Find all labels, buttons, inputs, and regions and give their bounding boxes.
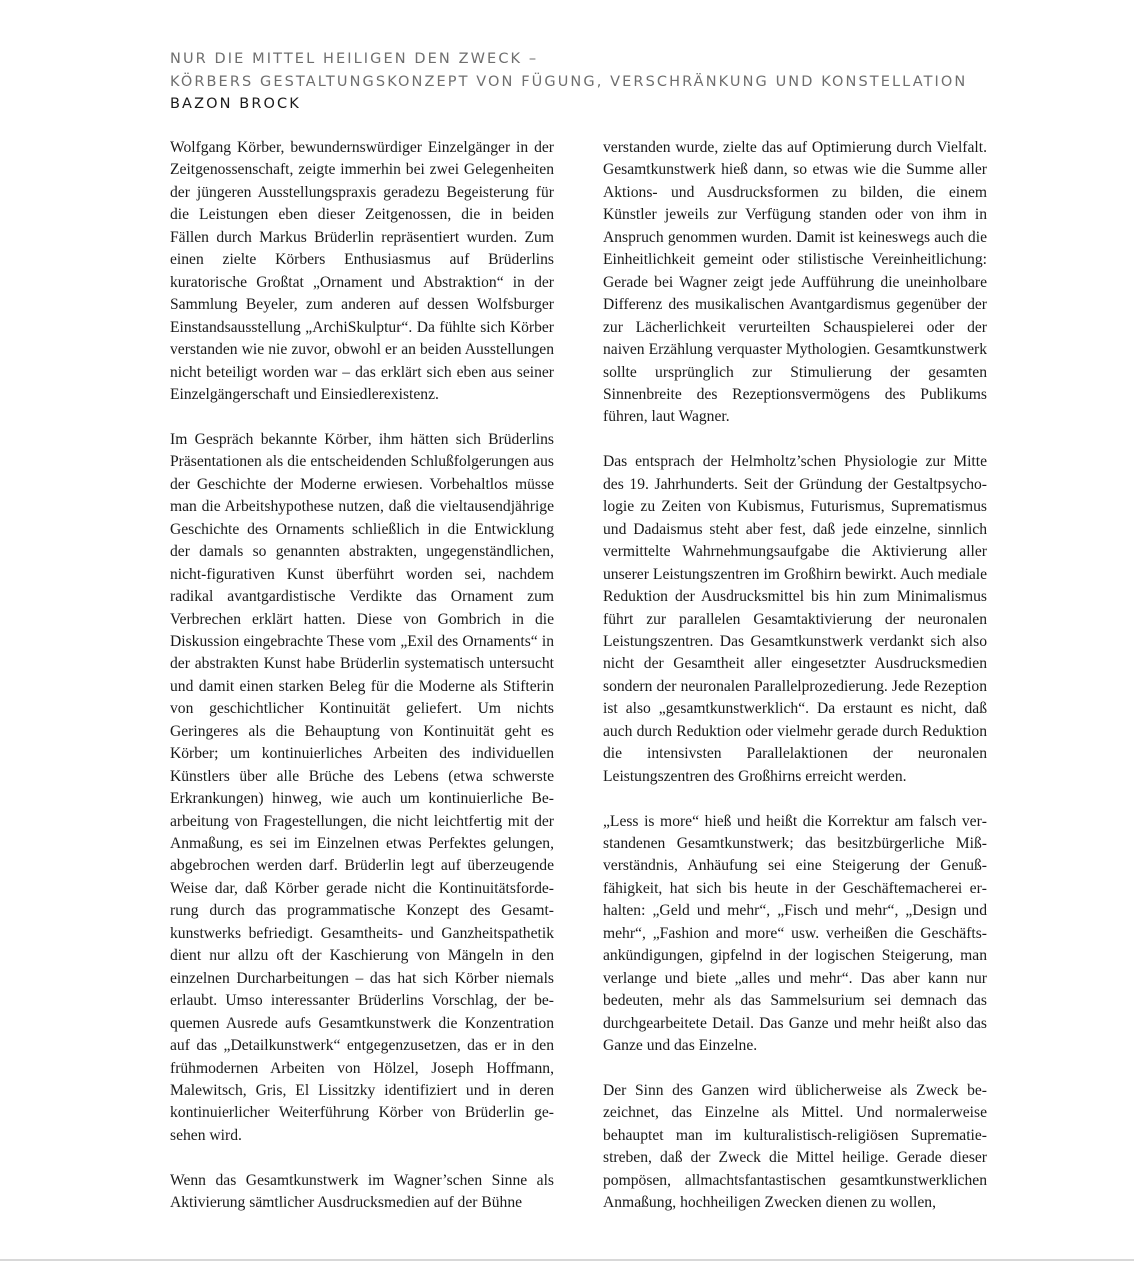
- paragraph: Der Sinn des Ganzen wird üblicherweise als Zweck bezeichnet, das Einzelne als Mittel. Und normalerweise behauptet man im kulturalistisch-religiösen Suprematiestreben, daß der Zweck die Mittel heilige. Gerade dieser pompösen, allmachtsfantastischen gesamtkunstwerklichen Anmaßung, hochheiligen Zwecken dienen zu wollen,: [603, 1081, 987, 1212]
- author-name: BAZON BROCK: [170, 96, 301, 112]
- paragraph: Das entsprach der Helmholtz’schen Physiologie zur Mitte des 19. Jahrhunderts. Seit der Gründung der Gestaltpsychologie zu Zeiten von Kubismus, Futurismus, Suprematismus und Dadaismus steht aber fest, daß jede einzelne, sinnlich vermittelte Wahrnehmungsaufgabe die Aktivierung aller unserer Leistungszentren im Großhirn bewirkt. Auch mediale Reduktion der Ausdrucksmittel bis hin zum Minimalismus führt zur parallelen Gesamtaktivierung der neuronalen Leistungszentren. Das Gesamtkunstwerk verdankt sich also nicht der Gesamtheit aller eingesetzter Ausdrucksmedien sondern der neuronalen Parallelprozedierung. Jede Rezeption ist also „gesamtkunstwerklich“. Da erstaunt es nicht, daß auch durch Reduktion oder vielmehr gerade durch Reduktion die intensivsten Parallelaktionen der neuronalen Leistungszentren des Großhirns erreicht werden.: [603, 453, 987, 785]
- article-header: [170, 48, 1030, 116]
- title-line-1: NUR DIE MITTEL HEILIGEN DEN ZWECK –: [170, 51, 539, 67]
- paragraph: Wenn das Gesamtkunstwerk im Wagner’schen Sinne als Aktivierung sämtlicher Ausdrucksmedien auf der Bühne: [170, 1171, 554, 1212]
- paragraph: „Less is more“ hieß und heißt die Korrektur am falsch verstandenen Gesamtkunstwerk; das besitzbürgerliche Mißverständnis, Anhäufung sei eine Steigerung der Genußfähigkeit, hat sich bis heute in der Geschäftemacherei erhalten: „Geld und mehr“, „Fisch und mehr“, „Design und mehr“, „Fashion and more“ usw. verheißen die Geschäftsankündigungen, gipfelnd in der logischen Steigerung, man verlange und biete „alles und mehr“. Das aber kann nur bedeuten, mehr als das Sammelsurium sei demnach das durchgearbeitete Detail. Das Ganze und mehr heißt also das Ganze und das Einzelne.: [603, 812, 987, 1055]
- page-bottom-rule: [0, 1259, 1134, 1261]
- left-column: [170, 137, 554, 1215]
- paragraph: Im Gespräch bekannte Körber, ihm hätten sich Brüderlins Präsentationen als die entscheidenden Schlußfolgerungen aus der Geschichte der Moderne erwiesen. Vorbehaltlos müsse man die Arbeitshypothese nutzen, daß die vieltausendjährige Geschichte des Ornaments schließlich in die Entwicklung der damals so genannten abstrakten, ungegenständlichen, nicht-figurativen Kunst überführt worden sei, nachdem radikal avantgardistische Verdikte das Ornament zum Verbrechen erklärt hatten. Diese von Gombrich in die Diskussion eingebrachte These vom „Exil des Ornaments“ in der abstrakten Kunst habe Brüderlin systematisch untersucht und damit einen starken Beleg für die Moderne als Stifterin von geschichtlicher Kontinuität geliefert. Um nichts Geringeres als die Behauptung von Kontinuität geht es Körber; um kontinuierliches Arbeiten des individuellen Künstlers über alle Brüche des Lebens (etwa schwerste Erkrankungen) hinweg, wie auch um kontinuierliche Bearbeitung von Fragestellungen, die nicht leichtfertig mit der Anmaßung, es sei im Einzelnen etwas Perfektes gelungen, abgebrochen werden darf. Brüderlin legt auf überzeugende Weise dar, daß Körber gerade nicht die Kontinuitätsforderung durch das programmatische Konzept des Gesamtkunstwerks befriedigt. Gesamtheits- und Ganzheitspathetik dient nur allzu oft der Kaschierung von Mängeln in den einzelnen Durcharbeitungen – das hat sich Körber niemals erlaubt. Umso interessanter Brüderlins Vorschlag, der bequemen Ausrede aufs Gesamtkunstwerk die Konzentration auf das „Detailkunstwerk“ entgegenzusetzen, das er in den frühmodernen Arbeiten von Hölzel, Joseph Hoffmann, Malewitsch, Gris, El Lissitzky identifiziert und in deren kontinuierlicher Weiterführung Körber von Brüderlin gesehen wird.: [170, 430, 554, 1144]
- paragraph: Wolfgang Körber, bewundernswürdiger Einzelgänger in der Zeitgenossenschaft, zeigte immerhin bei zwei Gelegenheiten der jüngeren Ausstellungspraxis geradezu Begeisterung für die Leistungen eben dieser Zeitgenossen, die in beiden Fällen durch Markus Brüderlin repräsentiert wurden. Zum einen zielte Körbers Enthusiasmus auf Brüderlins kuratorische Großtat „Ornament und Abstraktion“ in der Sammlung Beyeler, zum anderen auf dessen Wolfsburger Einstandsausstellung „ArchiSkulptur“. Da fühlte sich Körber verstanden wie nie zuvor, obwohl er an beiden Ausstellungen nicht beteiligt worden war – das erklärt sich eben aus seiner Einzelgängerschaft und Einsiedlerexistenz.: [170, 139, 554, 403]
- paragraph: verstanden wurde, zielte das auf Optimierung durch Vielfalt. Gesamtkunstwerk hieß dann, so etwas wie die Summe aller Aktions- und Ausdrucksformen zu bilden, die einem Künstler jeweils zur Verfügung standen oder von ihm in Anspruch genommen wurden. Damit ist keineswegs auch die Einheitlichkeit gemeint oder stilistische Vereinheitlichung: Gerade bei Wagner zeigt jede Aufführung die uneinholbare Differenz des musikalischen Avantgardismus gegenüber der zur Lächerlichkeit verurteilten Schauspielerei oder der naiven Erzählung verquaster Mythologien. Gesamtkunstwerk sollte ursprünglich zur Stimulierung der gesamten Sinnenbreite des Rezeptionsvermögens des Publikums führen, laut Wagner.: [603, 139, 987, 426]
- title-line-2: KÖRBERS GESTALTUNGSKONZEPT VON FÜGUNG, VERSCHRÄNKUNG UND KONSTELLATION: [170, 73, 968, 90]
- right-column: [603, 137, 987, 1215]
